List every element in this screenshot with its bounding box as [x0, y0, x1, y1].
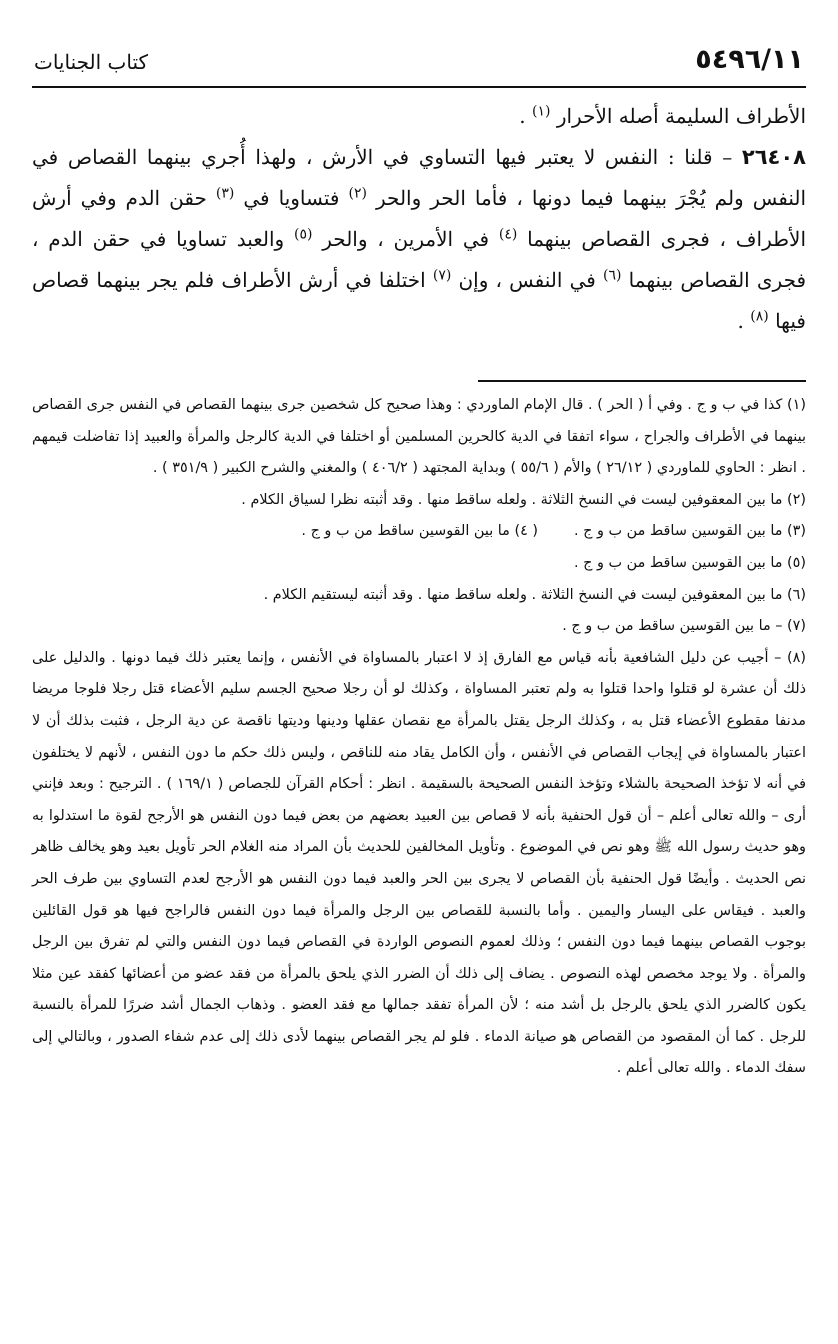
- paragraph-text: .: [737, 309, 744, 333]
- footnote-5: (٥) ما بين القوسين ساقط من ب و ج .: [574, 554, 806, 571]
- opening-line: [32, 96, 806, 137]
- opening-end: .: [519, 104, 526, 128]
- paragraph-text: والعبد تساويا في حقن الدم ، فجرى القصاص بينهما: [32, 227, 807, 292]
- footnote-1: (١) كذا في ب و ج . وفي أ ( الحر ) . قال الإمام الماوردي : وهذا صحيح كل شخصين جرى بينهما القصاص في النفس جرى القصاص بينهما في الأطراف والجراح ، سواء اتفقا في الدية كالحرين المسلمين أو اختلفا في الدية كالرجل والمرأة والعبيد إذا تفاضلت قيمهم . انظر : الحاوي للماوردي ( ٢٦/١٢ ) والأم ( ٥٥/٦ ) وبداية المجتهد ( ٤٠٦/٢ ) والمغني والشرح الكبير ( ٣٥١/٩ ) .: [32, 397, 806, 477]
- main-text: [32, 96, 806, 342]
- book-title: كتاب الجنايات: [34, 50, 149, 74]
- paragraph-text: اختلفا في أرش الأطراف فلم يجر بينهما قصاص فيها: [32, 268, 806, 333]
- header-rule: [32, 86, 806, 88]
- paragraph-number: ٢٦٤٠٨: [741, 145, 806, 169]
- footnotes: [32, 390, 806, 1085]
- footnote-row-3-4: [32, 516, 806, 548]
- footnote-3: (٣) ما بين القوسين ساقط من ب و ج .: [574, 523, 806, 540]
- footnote-7: (٧) – ما بين القوسين ساقط من ب و ج .: [562, 618, 806, 635]
- footnote-6: (٦) ما بين المعقوفين ليست في النسخ الثلاثة . ولعله ساقط منها . وقد أثبته ليستقيم الكلام .: [263, 586, 806, 603]
- footnote-separator: [478, 380, 806, 382]
- footnote-8: (٨) – أجيب عن دليل الشافعية بأنه قياس مع الفارق إذ لا اعتبار بالمساواة في الأنفس ، وإنما يعتبر ذلك فيما دونها . والدليل على ذلك أن عشرة لو قتلوا واحدا قتلوا به ولم تعتبر المساواة ، وكذلك لو أن رجلا صحيح الجسم سليم الأعضاء قتل رجلا فلوجا مريضا مدنفا مقطوع الأعضاء قتل به ، وكذلك الرجل يقتل بالمرأة مع نقصان عقلها ودينها وديتها ناقصة عن دية الرجل ، فثبت بذلك أن لا اعتبار بالمساواة في إيجاب القصاص في الأنفس ، وأن الكامل يقاد منه للناقص ، وليس ذلك حكم ما دون النفس ، لأنهم لا يختلفون في أنه لا تؤخذ الصحيحة بالشلاء وتؤخذ النفس الصحيحة بالسقيمة . انظر : أحكام القرآن للجصاص ( ١٦٩/١ ) . الترجيح : وبعد فإنني أرى – والله تعالى أعلم – أن قول الحنفية بأنه لا قصاص بين العبيد بعضهم من بعض فيما دون النفس هو الأرجح لقوة ما استدلوا به وهو حديث رسول الله ﷺ وهو نص في الموضوع . وتأويل المخالفين للحديث بأن المراد منه الغلام الحر تأويل بعيد وهو يخالف ظاهر نص الحديث . وأيضًا قول الحنفية بأن القصاص لا يجرى بين الحر والعبد فيما دون النفس هو الأرجح لعدم التساوي بين طرف الحر والعبد . فيقاس على اليسار واليمين . وأما بالنسبة للقصاص بين الرجل والمرأة فيما دون النفس فالراجح فيها هو قول القائلين بوجوب القصاص بينهما فيما دون النفس ؛ وذلك لعموم النصوص الواردة في القصاص فيما دون النفس والتي لم تفرق بين الرجل والمرأة . ولا يوجد مخصص لهذه النصوص . يضاف إلى ذلك أن الضرر الذي يلحق بالمرأة من فقد عضو من أعضائها كفقد عين مثلا يكون كالضرر الذي يلحق بالرجل بل أشد منه ؛ لأن المرأة تفقد جمالها مع فقد العضو . وذهاب الجمال أشد ضررًا للمرأة بالنسبة للرجل . كما أن المقصود من القصاص هو صيانة الدماء . فلو لم يجر القصاص بينهما لأدى ذلك إلى عدم شفاء الصدور ، وبالتالي إلى سفك الدماء . والله تعالى أعلم .: [32, 649, 807, 1077]
- opening-text: الأطراف السليمة أصله الأحرار: [556, 104, 806, 128]
- paragraph-text: في النفس ، وإن: [458, 268, 596, 292]
- paragraph-text: حقن الدم وفي أرش الأطراف ، فجرى القصاص بينهما: [32, 186, 807, 251]
- footnote-ref: (٨): [750, 308, 769, 325]
- paragraph-text: فتساويا في: [243, 186, 340, 210]
- footnote-ref: (٢): [348, 185, 367, 202]
- paragraph-text: في الأمرين ، والحر: [322, 227, 490, 251]
- running-header: [34, 44, 804, 84]
- footnote-ref: (٣): [215, 185, 235, 202]
- footnote-ref: (٦): [603, 267, 622, 284]
- paragraph-text: – قلنا : النفس لا يعتبر فيها التساوي في الأرش ، ولهذا أُجري بينهما القصاص في النفس ولم يُجْرَ بينهما فيما دونها ، فأما الحر والحر: [32, 145, 807, 210]
- footnote-2: (٢) ما بين المعقوفين ليست في النسخ الثلاثة . ولعله ساقط منها . وقد أثبته نظرا لسياق الكلام .: [241, 491, 806, 508]
- paragraph-26408: [32, 137, 806, 342]
- footnote-4: ( ٤) ما بين القوسين ساقط من ب و ج .: [301, 523, 538, 540]
- footnote-ref: (١): [532, 103, 551, 120]
- page-number: ٥٤٩٦/١١: [695, 44, 804, 75]
- footnote-ref: (٥): [293, 226, 313, 243]
- footnote-ref: (٤): [498, 226, 518, 243]
- footnote-ref: (٧): [432, 267, 452, 284]
